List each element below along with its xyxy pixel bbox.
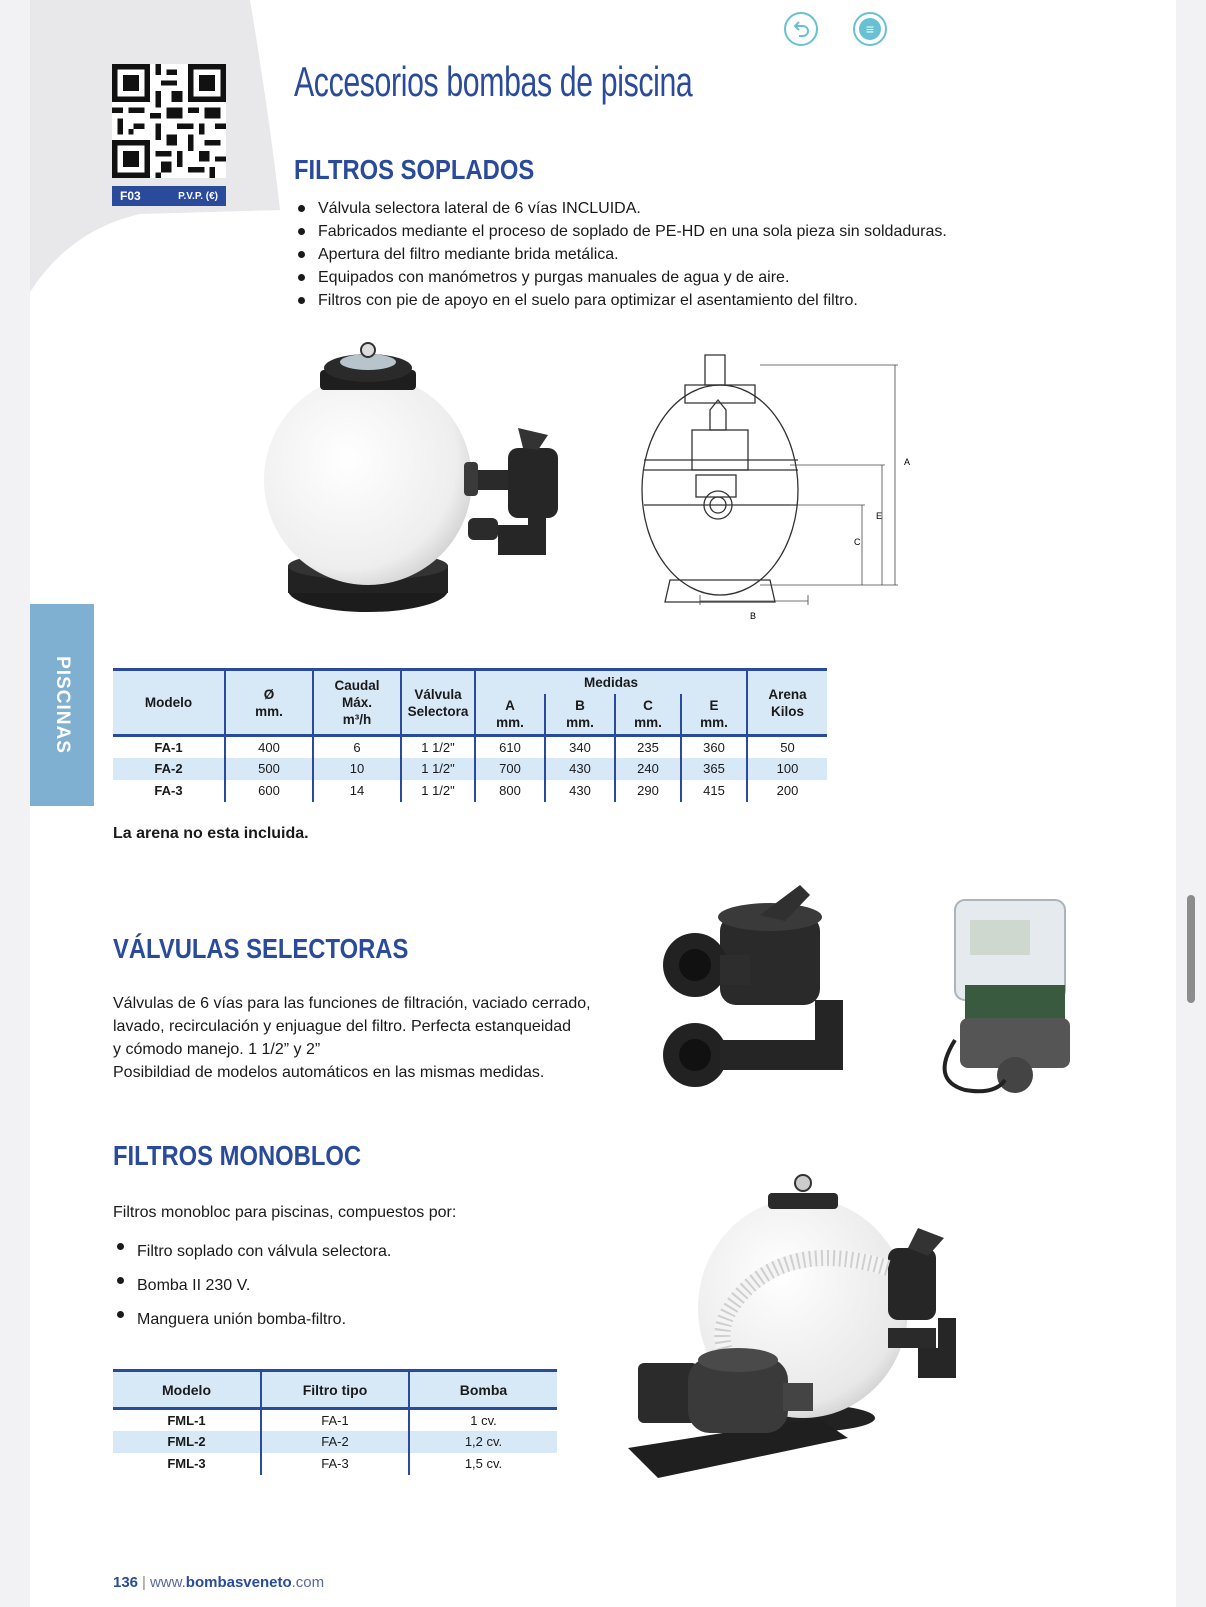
section-title-filtros-soplados: FILTROS SOPLADOS xyxy=(294,154,535,185)
back-arrow-icon xyxy=(791,19,811,39)
sand-note: La arena no esta incluida. xyxy=(113,825,309,842)
dimension-b-label: B xyxy=(750,611,757,621)
col-header-caudal: Caudal Máx. m³/h xyxy=(313,670,401,736)
dimension-e-label: E xyxy=(876,511,883,521)
monobloc-filter-image xyxy=(618,1168,998,1508)
pvp-label: P.V.P. (€) xyxy=(178,190,218,202)
col-header-bomba: Bomba xyxy=(409,1371,557,1409)
section-title-monobloc: FILTROS MONOBLOC xyxy=(113,1140,362,1171)
component-item: Bomba II 230 V. xyxy=(113,1269,391,1303)
col-header-valvula: Válvula Selectora xyxy=(401,670,475,736)
qr-code[interactable] xyxy=(112,64,226,178)
sand-filter-image xyxy=(268,340,578,640)
page-number: 136 xyxy=(113,1574,139,1591)
filtros-soplados-features xyxy=(294,197,947,312)
monobloc-components xyxy=(113,1235,391,1337)
menu-button[interactable] xyxy=(853,12,887,46)
table-row: FML-1 FA-1 1 cv. xyxy=(113,1409,557,1431)
filter-technical-drawing xyxy=(640,355,911,625)
table-row: FA-1 400 6 1 1/2" 610 340 235 360 50 xyxy=(113,736,827,758)
side-tab-label: PISCINAS xyxy=(52,656,73,754)
table-row: FA-3 600 14 1 1/2" 800 430 290 415 200 xyxy=(113,780,827,802)
section-title-valvulas: VÁLVULAS SELECTORAS xyxy=(113,933,409,964)
page-footer: 136 | www.bombasveneto.com xyxy=(113,1574,325,1591)
page-title: Accesorios bombas de piscina xyxy=(294,58,693,105)
feature-item: Equipados con manómetros y purgas manuales de agua y de aire. xyxy=(294,266,947,289)
col-header-diametro: Ø mm. xyxy=(225,670,313,736)
col-header-filtro-tipo: Filtro tipo xyxy=(261,1371,409,1409)
col-header-modelo: Modelo xyxy=(113,670,225,736)
col-header-b: B mm. xyxy=(545,694,615,736)
side-tab-piscinas[interactable] xyxy=(30,604,94,806)
dimension-a-label: A xyxy=(904,457,911,467)
component-item: Filtro soplado con válvula selectora. xyxy=(113,1235,391,1269)
feature-item: Fabricados mediante el proceso de soplado de PE-HD en una sola pieza sin soldaduras. xyxy=(294,220,947,243)
table-row: FML-3 FA-3 1,5 cv. xyxy=(113,1453,557,1475)
filtros-soplados-table xyxy=(113,668,827,802)
col-header-modelo: Modelo xyxy=(113,1371,261,1409)
product-code: F03 xyxy=(120,189,141,203)
feature-item: Válvula selectora lateral de 6 vías INCLUIDA. xyxy=(294,197,947,220)
footer-domain[interactable]: bombasveneto xyxy=(185,1574,292,1591)
monobloc-table xyxy=(113,1369,557,1475)
automatic-valve-image xyxy=(935,890,1095,1100)
monobloc-intro: Filtros monobloc para piscinas, compuestos por: xyxy=(113,1204,457,1221)
col-header-medidas: Medidas xyxy=(475,670,747,695)
catalog-page xyxy=(30,0,1176,1607)
scrollbar-thumb[interactable] xyxy=(1187,895,1195,1003)
valvulas-description: Válvulas de 6 vías para las funciones de filtración, vaciado cerrado, lavado, recirculación y enjuague del filtro. Perfecta estanqueidad y cómodo manejo. 1 1/2” y 2” Posibildiad de modelos automáticos en las mismas medidas. xyxy=(113,995,591,1081)
feature-item: Filtros con pie de apoyo en el suelo para optimizar el asentamiento del filtro. xyxy=(294,289,947,312)
table-row: FA-2 500 10 1 1/2" 700 430 240 365 100 xyxy=(113,758,827,780)
table-row: FML-2 FA-2 1,2 cv. xyxy=(113,1431,557,1453)
col-header-arena: Arena Kilos xyxy=(747,670,827,736)
feature-item: Apertura del filtro mediante brida metálica. xyxy=(294,243,947,266)
col-header-c: C mm. xyxy=(615,694,681,736)
dimension-c-label: C xyxy=(854,537,861,547)
selector-valve-image xyxy=(660,885,860,1105)
col-header-a: A mm. xyxy=(475,694,545,736)
back-button[interactable] xyxy=(784,12,818,46)
menu-icon: ≡ xyxy=(859,18,881,40)
component-item: Manguera unión bomba-filtro. xyxy=(113,1303,391,1337)
col-header-e: E mm. xyxy=(681,694,747,736)
product-code-bar xyxy=(112,186,226,206)
